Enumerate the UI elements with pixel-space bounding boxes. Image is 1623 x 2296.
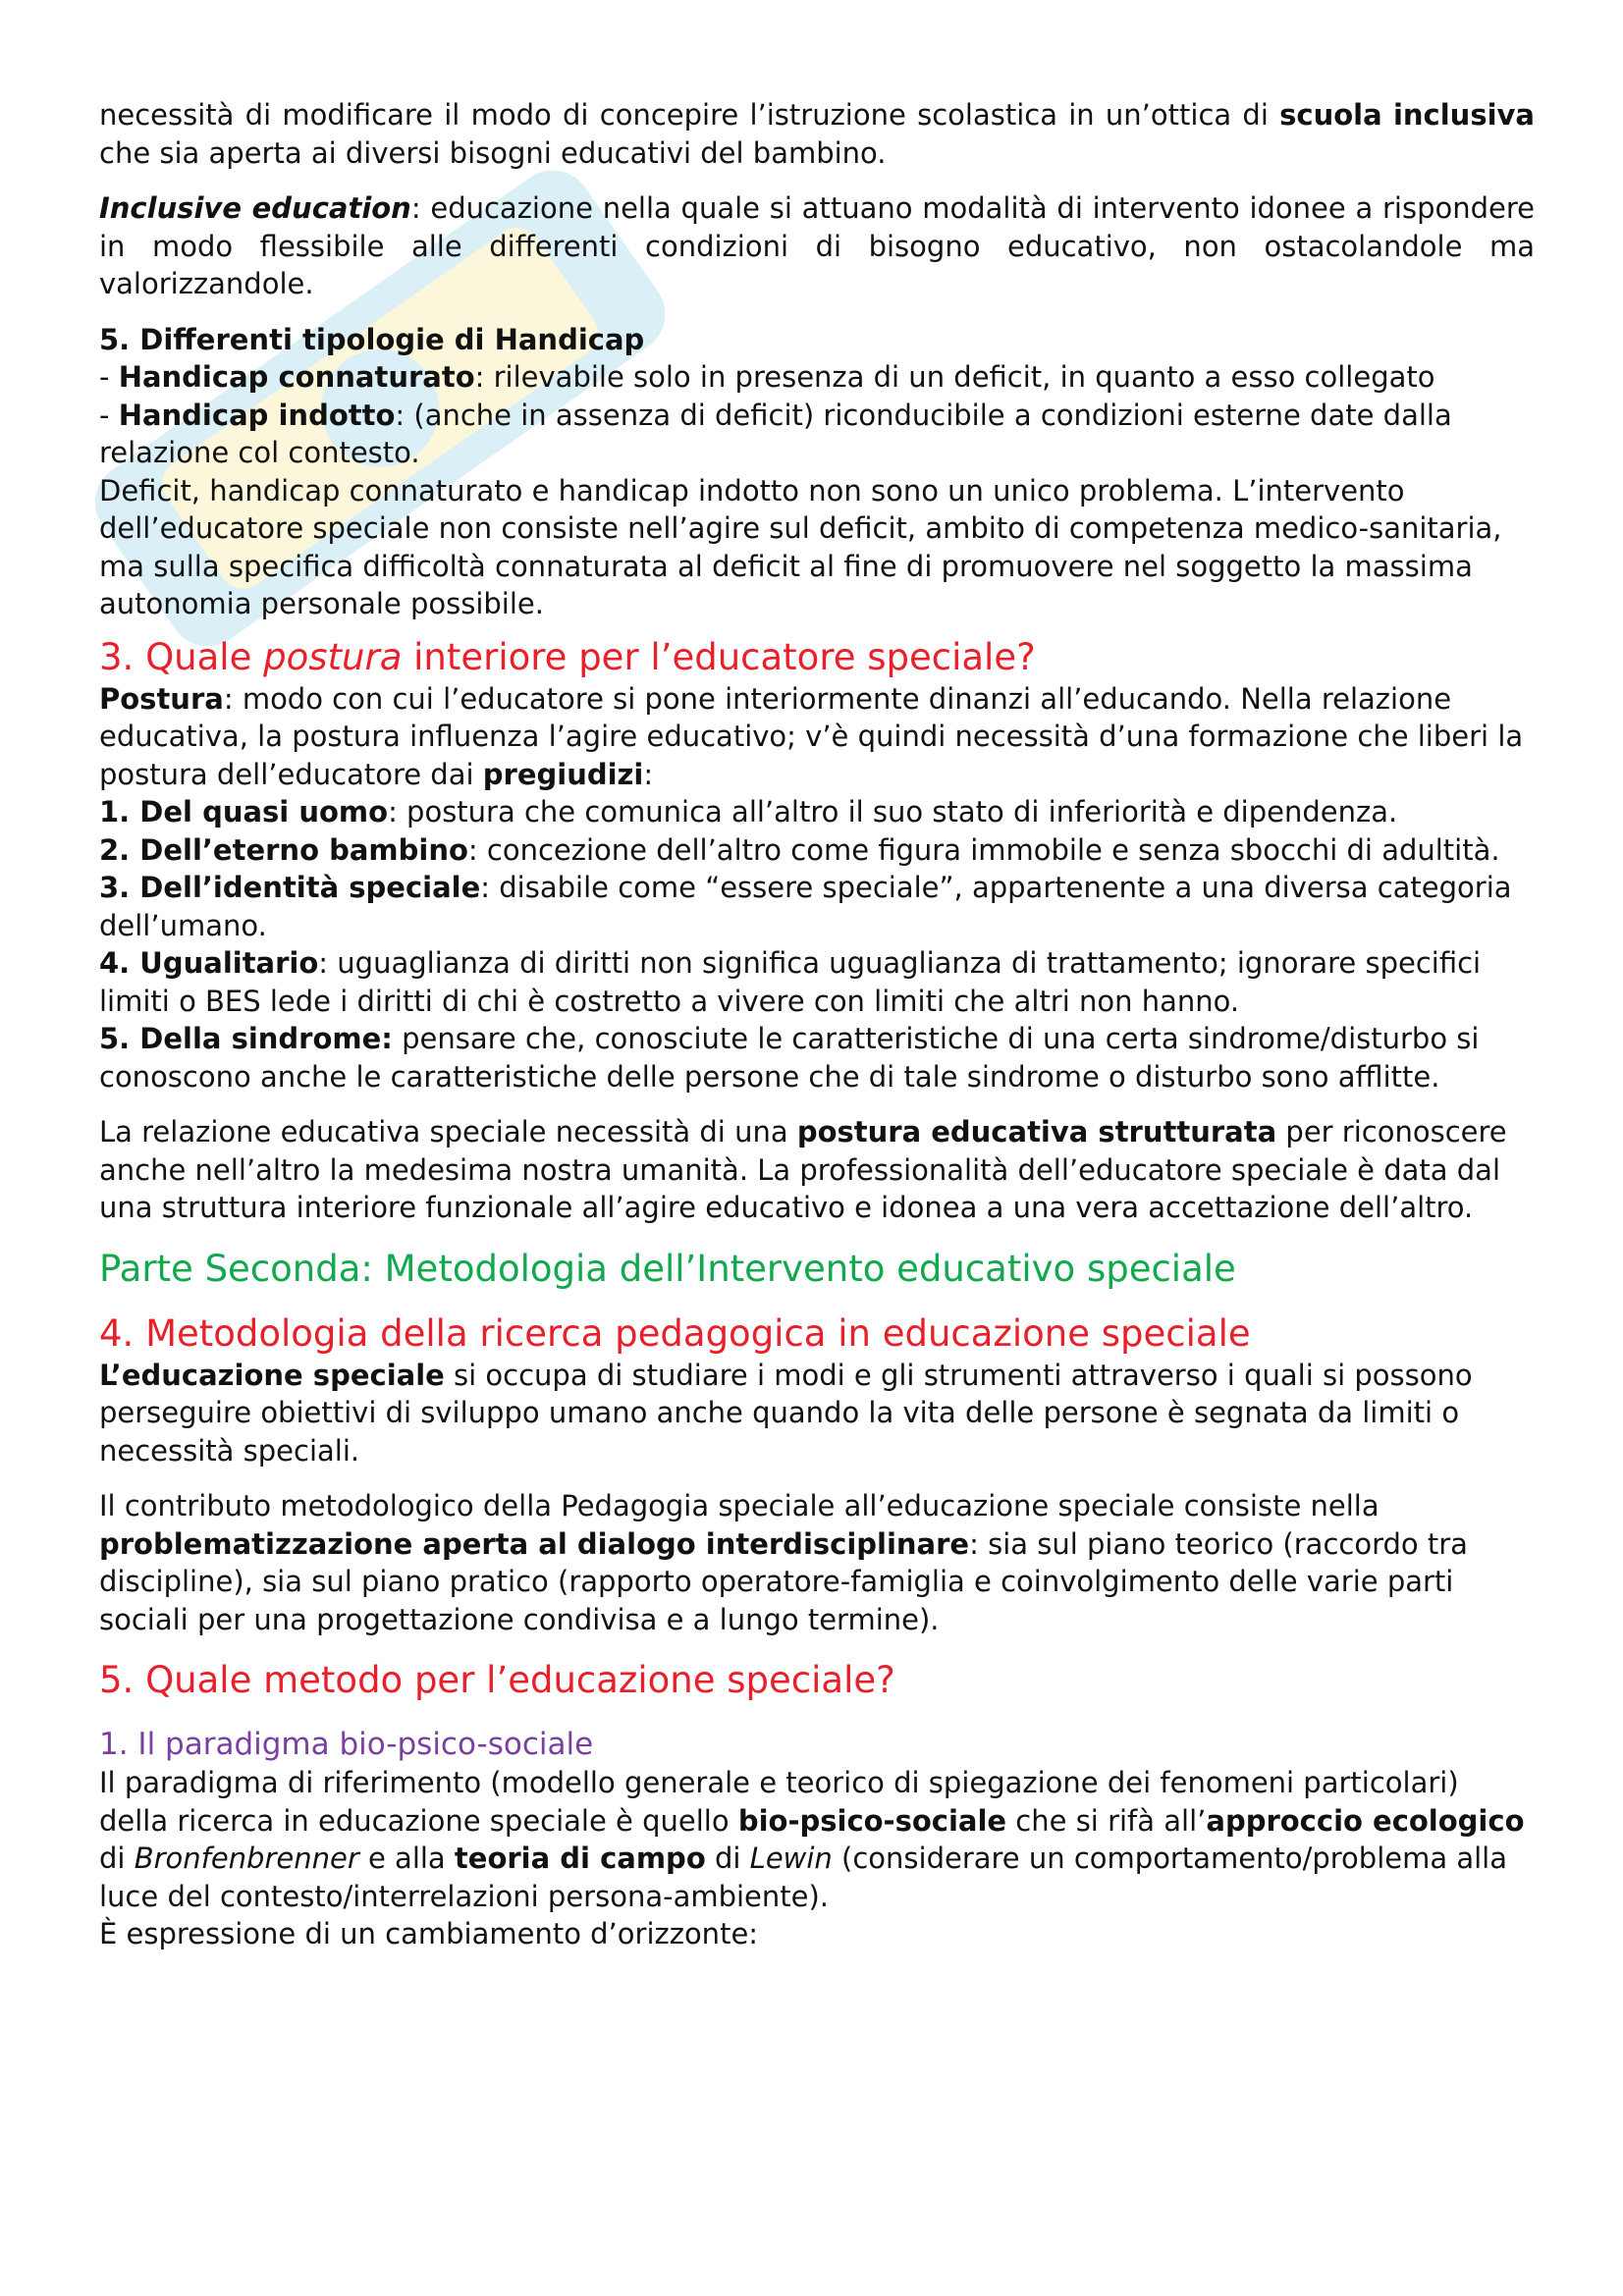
handicap-item-indotto: - Handicap indotto: (anche in assenza di deficit) riconducibile a condizioni esterne date dalla relazione col contesto. bbox=[99, 398, 1452, 469]
postura-item-5: 5. Della sindrome: pensare che, conosciute le caratteristiche di una certa sindrome/disturbo si conoscono anche le caratteristiche delle persone che di tale sindrome o disturbo sono afflitte. bbox=[99, 1022, 1480, 1094]
metodologia-paragraph-2: Il contributo metodologico della Pedagogia speciale all’educazione speciale consiste nella problematizzazione aperta al dialogo interdisciplinare: sia sul piano teorico (raccordo tra discipline), sia sul piano pratico (rapporto operatore-famiglia e coinvolgimento delle varie parti sociali per una progettazione condivisa e a lungo termine). bbox=[99, 1489, 1468, 1636]
inclusive-education-paragraph: Inclusive education: educazione nella quale si attuano modalità di intervento idonee a rispondere in modo flessibile alle differenti condizioni di bisogno educativo, non ostacolandole ma valorizzandole. bbox=[99, 191, 1535, 300]
postura-item-4: 4. Ugualitario: uguaglianza di diritti non significa uguaglianza di trattamento; ignorare specifici limiti o BES lede i diritti di chi è costretto a vivere con limiti che altri non hanno. bbox=[99, 946, 1482, 1018]
postura-item-1: 1. Del quasi uomo: postura che comunica all’altro il suo stato di inferiorità e dipendenza. bbox=[99, 795, 1398, 828]
postura-closing-paragraph: La relazione educativa speciale necessità di una postura educativa strutturata per riconoscere anche nell’altro la medesima nostra umanità. La professionalità dell’educatore speciale è data dal una struttura interiore funzionale all’agire educativo e idonea a una vera accettazione dell’altro. bbox=[99, 1115, 1507, 1224]
document-page bbox=[99, 96, 1535, 1953]
orizzonte-line: È espressione di un cambiamento d’orizzonte: bbox=[99, 1917, 759, 1950]
handicap-paragraph: Deficit, handicap connaturato e handicap indotto non sono un unico problema. L’intervento dell’educatore speciale non consiste nell’agire sul deficit, ambito di competenza medico-sanitaria, ma sulla specifica difficoltà connaturata al deficit al fine di promuovere nel soggetto la massima autonomia personale possibile. bbox=[99, 473, 1502, 620]
postura-item-2: 2. Dell’eterno bambino: concezione dell’altro come figura immobile e senza sbocchi di adultità. bbox=[99, 832, 1500, 867]
handicap-section-title: 5. Differenti tipologie di Handicap bbox=[99, 322, 645, 356]
handicap-item-connaturato: - Handicap connaturato: rilevabile solo in presenza di un deficit, in quanto a esso collegato bbox=[99, 360, 1435, 394]
postura-intro: Postura: modo con cui l’educatore si pone interiormente dinanzi all’educando. Nella relazione educativa, la postura influenza l’agire educativo; v’è quindi necessità d’una formazione che liberi la postura dell’educatore dai pregiudizi: bbox=[99, 681, 1524, 791]
paradigma-paragraph: Il paradigma di riferimento (modello generale e teorico di spiegazione dei fenomeni particolari) della ricerca in educazione speciale è quello bio-psico-sociale che si rifà all’approccio ecologico di Bronfenbrenner e alla teoria di campo di Lewin (considerare un comportamento/problema alla luce del contesto/interrelazioni persona-ambiente). bbox=[99, 1766, 1525, 1913]
intro-paragraph: necessità di modificare il modo di concepire l’istruzione scolastica in un’ottica di scuola inclusiva che sia aperta ai diversi bisogni educativi del bambino. bbox=[99, 98, 1535, 170]
metodologia-heading: 4. Metodologia della ricerca pedagogica in educazione speciale bbox=[99, 1311, 1251, 1355]
metodologia-paragraph-1: L’educazione speciale si occupa di studiare i modi e gli strumenti attraverso i quali si possono perseguire obiettivi di sviluppo umano anche quando la vita delle persone è segnata da limiti o necessità speciali. bbox=[99, 1358, 1473, 1468]
paradigma-subheading: 1. Il paradigma bio-psico-sociale bbox=[99, 1727, 594, 1762]
metodo-heading: 5. Quale metodo per l’educazione speciale? bbox=[99, 1659, 895, 1701]
parte-seconda-heading: Parte Seconda: Metodologia dell’Intervento educativo speciale bbox=[99, 1247, 1236, 1290]
postura-item-3: 3. Dell’identità speciale: disabile come “essere speciale”, appartenente a una diversa categoria dell’umano. bbox=[99, 871, 1512, 942]
postura-heading: 3. Quale postura interiore per l’educatore speciale? bbox=[99, 635, 1036, 678]
